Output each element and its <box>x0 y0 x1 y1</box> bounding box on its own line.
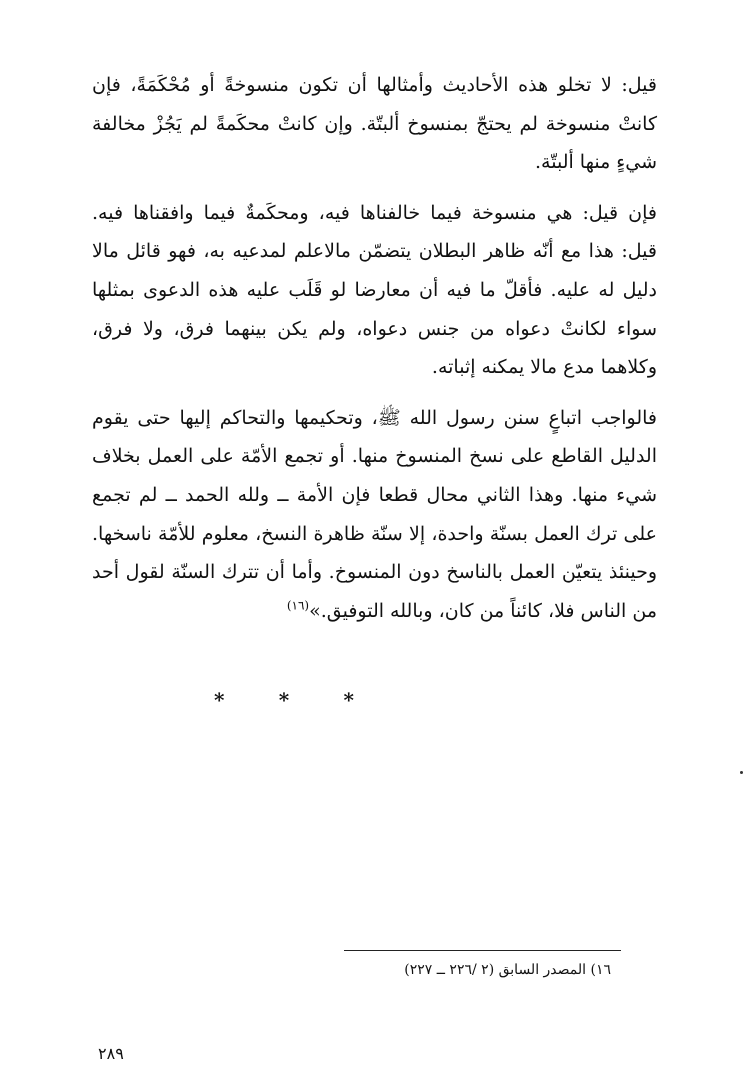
paragraph-1-text: قيل: لا تخلو هذه الأحاديث وأمثالها أن تكون منسوخةً أو مُحْكَمَةً، فإن كانتْ منسوخة لم يحتجّ بمنسوخ ألبتّة. وإن كانتْ محكَمةً لم يَجُزْ مخالفة شيءٍ منها ألبتّة. <box>92 74 657 174</box>
paragraph-2-text: فإن قيل: هي منسوخة فيما خالفناها فيه، ومحكَمةٌ فيما وافقناها فيه. قيل: هذا مع أنّه ظاهر البطلان يتضمّن مالاعلم لمدعيه به، فهو قائل مالا دليل له عليه. فأقلّ ما فيه أن معارضا لو قَلَب عليه هذه الدعوى بمثلها سواء لكانتْ دعواه من جنس دعواه، ولم يكن بينهما فرق، ولا فرق، وكلاهما مدع مالا يمكنه إثباته. <box>92 201 657 379</box>
footnote-reference: (١٦) <box>286 598 310 613</box>
footnote-divider <box>344 950 621 951</box>
separator-star: * <box>214 688 225 712</box>
section-separator <box>214 688 354 712</box>
main-text <box>92 66 657 630</box>
footnote <box>311 960 611 980</box>
footnote-text: المصدر السابق (٢ /٢٢٦ ــ ٢٢٧) <box>404 962 587 978</box>
separator-star: * <box>343 688 354 712</box>
paragraph-3-text: فالواجب اتباعٍ سنن رسول الله ﷺ، وتحكيمها والتحاكم إليها حتى يقوم الدليل القاطع على نسخ المنسوخ منها. أو تجمع الأمّة على العمل بخلاف شيء منها. وهذا الثاني محال قطعا فإن الأمة ــ ولله الحمد ــ لم تجمع على ترك العمل بسنّة واحدة، إلا سنّة ظاهرة النسخ، معلوم للأمّة ناسخها. وحينئذ يتعيّن العمل بالناسخ دون المنسوخ. وأما أن تترك السنّة لقول أحد من الناس فلا، كائناً من كان، وبالله التوفيق.» <box>92 406 657 622</box>
separator-star: * <box>278 688 290 712</box>
paragraph-2 <box>92 194 657 387</box>
paragraph-3 <box>92 399 657 631</box>
page-number: ٢٨٩ <box>98 1044 124 1063</box>
footnote-number: ١٦) <box>590 962 611 978</box>
scan-speck <box>740 771 743 774</box>
paragraph-1 <box>92 66 657 182</box>
